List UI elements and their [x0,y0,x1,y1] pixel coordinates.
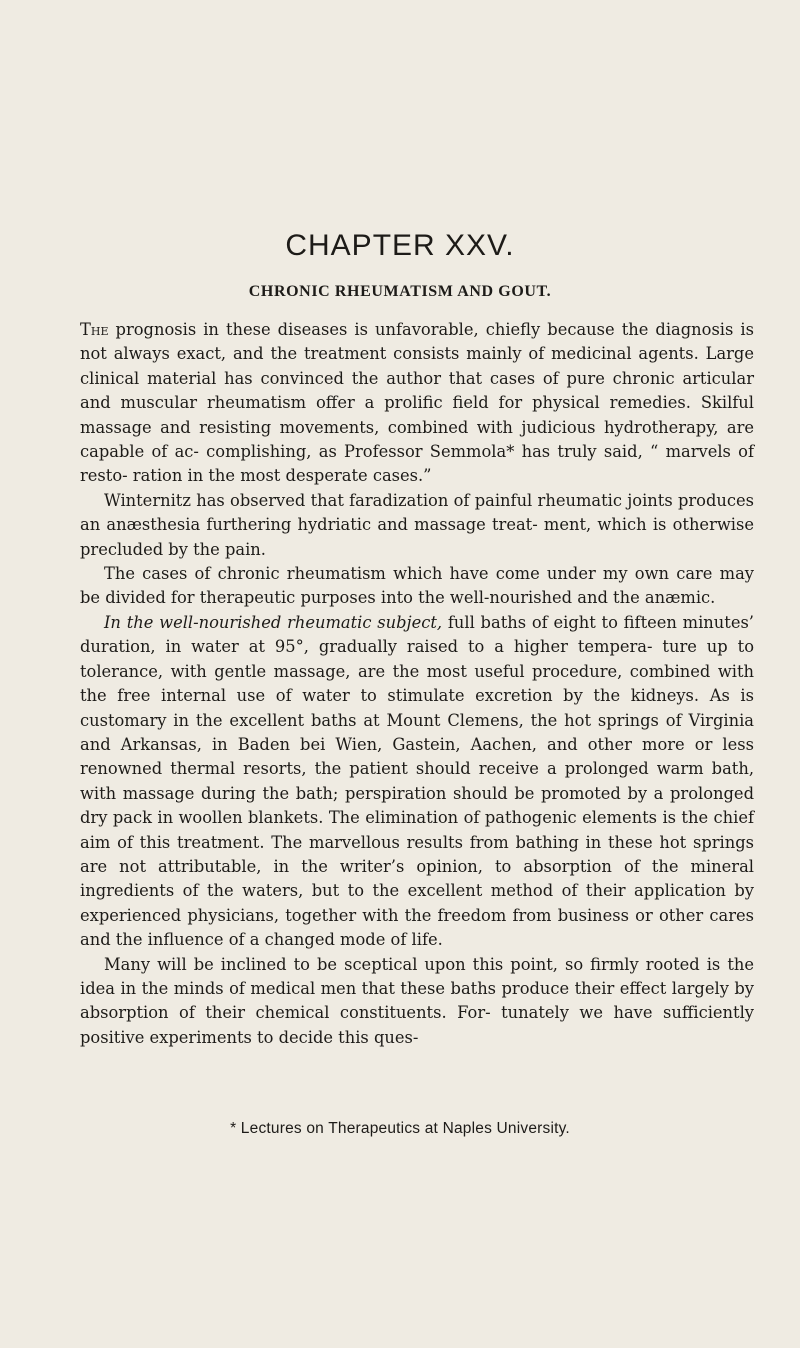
paragraph-2: Winternitz has observed that faradization of painful rheumatic joints produces an anæsthesia furthering hydriatic and massage treat- ment, which is otherwise precluded by the pain. [80,490,754,559]
body-text [80,318,754,1050]
paragraph-1-text: prognosis in these diseases is unfavorable, chiefly because the diagnosis is not always exact, and the treatment consists mainly of medicinal agents. Large clinical material has convinced the author that cases of pure chronic articular and muscular rheumatism offer a prolific field for physical remedies. Skilful massage and resisting movements, combined with judicious hydrotherapy, are capable of ac- complishing, as Professor Semmola* has truly said, “ marvels of resto- ration in the most desperate cases.” [80,320,754,486]
chapter-subtitle: CHRONIC RHEUMATISM AND GOUT. [248,283,552,300]
paragraph-5: Many will be inclined to be sceptical upon this point, so firmly rooted is the idea in the minds of medical men that these baths produce their effect largely by absorption of their chemical constituents. For- tunately we have sufficiently positive experiments to decide this ques- [80,954,754,1047]
paragraph-3: The cases of chronic rheumatism which have come under my own care may be divided for therapeutic purposes into the well-nourished and the anæmic. [80,564,754,608]
footnote: * Lectures on Therapeutics at Naples University. [230,1120,570,1137]
chapter-title: CHAPTER XXV. [285,229,515,262]
paragraph-1 [80,318,754,489]
paragraph-4 [80,611,754,953]
paragraph-1-lead: The [80,320,109,339]
paragraph-4-text: full baths of eight to fifteen minutes’ duration, in water at 95°, gradually raised to a higher tempera- ture up to tolerance, with gentle massage, are the most useful procedure, combined with the free internal use of water to stimulate excretion by the kidneys. As is customary in the excellent baths at Mount Clemens, the hot springs of Virginia and Arkansas, in Baden bei Wien, Gastein, Aachen, and other more or less renowned thermal resorts, the patient should receive a prolonged warm bath, with massage during the bath; perspiration should be promoted by a prolonged dry pack in woollen blankets. The elimination of pathogenic elements is the chief aim of this treatment. The marvellous results from bathing in these hot springs are not attributable, in the writer’s opinion, to absorption of the mineral ingredients of the waters, but to the excellent method of their application by experienced physicians, together with the freedom from business or other cares and the influence of a changed mode of life. [80,612,754,950]
paragraph-4-italic: In the well-nourished rheumatic subject, [104,612,443,632]
